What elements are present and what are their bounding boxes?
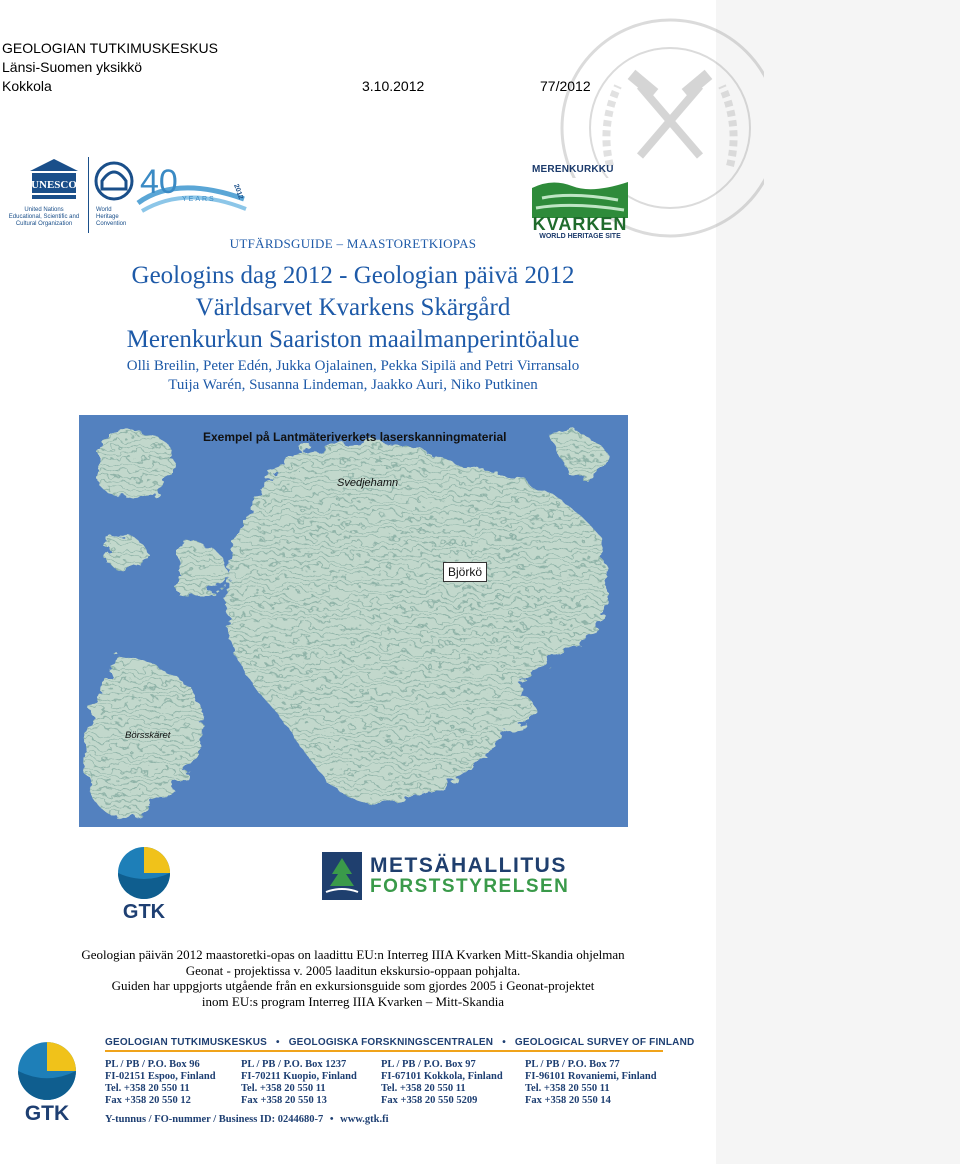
gtk-name-english: GEOLOGICAL SURVEY OF FINLAND (514, 1037, 695, 1048)
business-id-line (105, 1114, 389, 1125)
map-label-svedjehamn: Svedjehamn (337, 477, 399, 489)
guide-subtitle: UTFÄRDSGUIDE – MAASTORETKIOPAS (229, 236, 477, 251)
header-unit: Länsi-Suomen yksikkö (2, 59, 143, 75)
metsahallitus-line-1: METSÄHALLITUS (370, 854, 567, 877)
anniversary-word: YEARS (182, 196, 216, 203)
gtk-bullet-1: • (276, 1037, 280, 1048)
kvarken-word: KVARKEN (532, 214, 628, 234)
header-report-number: 77/2012 (540, 78, 591, 94)
gtk-footer-logo (16, 1040, 80, 1132)
header-city: Kokkola (2, 78, 52, 94)
anniversary-year: 2012 (232, 183, 245, 201)
unesco-word: UNESCO (31, 179, 77, 191)
office-espoo: PL / PB / P.O. Box 96 FI-02151 Espoo, Finland Tel. +358 20 550 11 Fax +358 20 550 12 (105, 1059, 216, 1106)
gtk-logo (114, 845, 174, 925)
kvarken-top-text: MERENKURKKU (532, 164, 614, 175)
map-label-borsskaret: Börsskäret (125, 730, 171, 741)
metsahallitus-logo (322, 852, 602, 902)
metsahallitus-line-2: FORSTSTYRELSEN (370, 876, 570, 897)
whc-caption: World Heritage Convention (96, 207, 127, 227)
office-kuopio: PL / PB / P.O. Box 1237 FI-70211 Kuopio, Finland Tel. +358 20 550 11 Fax +358 20 550 13 (241, 1059, 357, 1106)
header-organization: GEOLOGIAN TUTKIMUSKESKUS (2, 40, 219, 56)
unesco-logo-block (2, 155, 252, 235)
office-kokkola: PL / PB / P.O. Box 97 FI-67101 Kokkola, Finland Tel. +358 20 550 11 Fax +358 20 550 5209 (381, 1059, 503, 1106)
business-id: Y-tunnus / FO-nummer / Business ID: 0244680-7 (105, 1114, 324, 1125)
footer-text-line-2: Geonat - projektissa v. 2005 laaditun ekskursio-oppaan pohjalta. (185, 963, 521, 978)
gtk-bullet-2: • (502, 1037, 506, 1048)
map-caption: Exempel på Lantmäteriverkets laserskanningmaterial (203, 430, 507, 444)
footer-text-line-3: Guiden har uppgjorts utgående från en exkursionsguide som gjordes 2005 i Geonat-projektet (111, 978, 595, 993)
kvarken-world-heritage-logo (532, 164, 628, 242)
title-line-1: Geologins dag 2012 - Geologian päivä 2012 (131, 262, 575, 289)
metsahallitus-tree-icon (322, 852, 362, 900)
title-line-3: Merenkurkun Saariston maailmanperintöalue (126, 326, 580, 353)
kvarken-bottom-text: WORLD HERITAGE SITE (539, 233, 621, 240)
gtk-orange-divider (105, 1050, 663, 1052)
anniversary-number: 40 (140, 163, 178, 201)
gtk-name-finnish: GEOLOGIAN TUTKIMUSKESKUS (105, 1037, 268, 1048)
gtk-globe-icon (114, 845, 174, 901)
authors-line-1: Olli Breilin, Peter Edén, Jukka Ojalainen, Pekka Sipilä and Petri Virransalo (126, 358, 580, 374)
laser-scan-map (79, 415, 628, 827)
unesco-divider (88, 157, 89, 233)
gtk-logo-text: GTK (122, 901, 166, 923)
unesco-caption: United Nations Educational, Scientific and Cultural Organization (8, 207, 80, 227)
kvarken-landscape-icon (532, 178, 628, 218)
authors-line-2: Tuija Warén, Susanna Lindeman, Jaakko Auri, Niko Putkinen (168, 377, 538, 393)
forty-years-icon (136, 155, 252, 221)
business-bullet: • (329, 1114, 334, 1125)
header-date: 3.10.2012 (362, 78, 425, 94)
title-line-2: Världsarvet Kvarkens Skärgård (195, 294, 511, 321)
gtk-footer-globe-icon (16, 1040, 78, 1102)
world-heritage-icon (94, 161, 134, 201)
footer-text-line-1: Geologian päivän 2012 maastoretki-opas on laadittu EU:n Interreg IIIA Kvarken Mitt-Skandia ohjelman (81, 947, 625, 962)
map-label-bjorko: Björkö (443, 562, 487, 582)
gtk-organization-names (105, 1037, 694, 1048)
gtk-name-swedish: GEOLOGISKA FORSKNINGSCENTRALEN (288, 1037, 494, 1048)
office-rovaniemi: PL / PB / P.O. Box 77 FI-96101 Rovaniemi, Finland Tel. +358 20 550 11 Fax +358 20 550 14 (525, 1059, 657, 1106)
footer-text-line-4: inom EU:s program Interreg IIIA Kvarken – Mitt-Skandia (201, 994, 505, 1009)
unesco-temple-icon (28, 157, 80, 201)
website-link[interactable]: www.gtk.fi (340, 1114, 389, 1125)
gtk-footer-logo-text: GTK (24, 1102, 70, 1125)
